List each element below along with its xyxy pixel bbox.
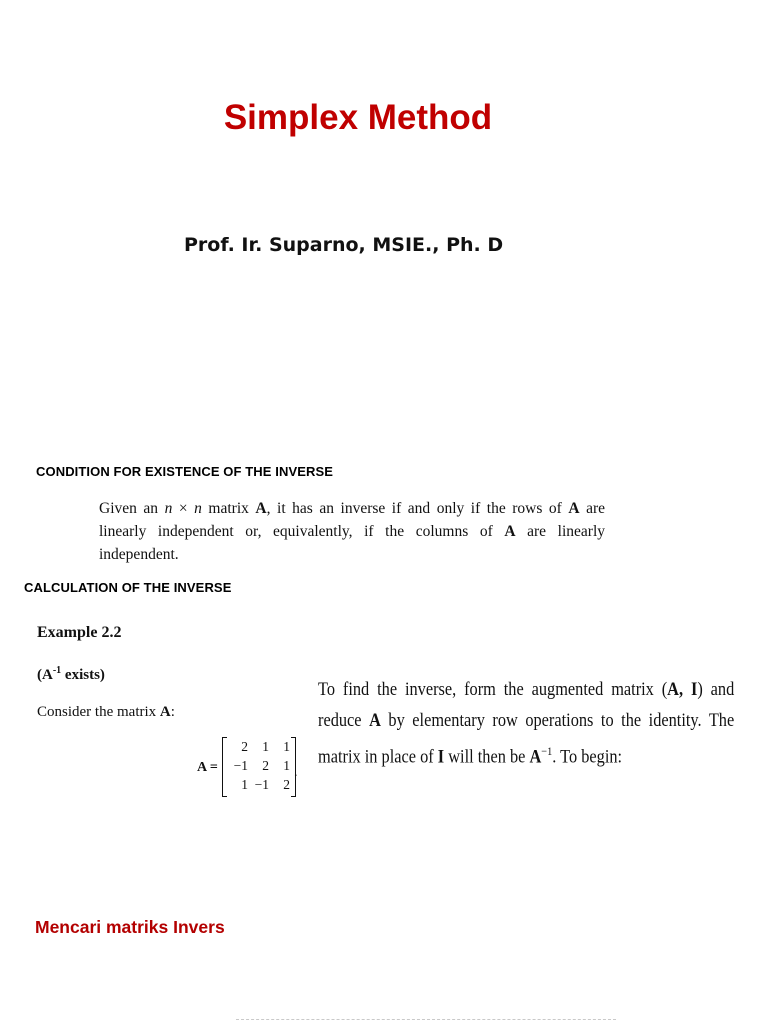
matrix-a xyxy=(222,738,296,796)
condition-paragraph xyxy=(99,497,605,566)
section-heading-calculation: CALCULATION OF THE INVERSE xyxy=(24,580,232,595)
condition-n: n xyxy=(194,500,202,517)
matrix-cell: 2 xyxy=(283,777,290,792)
inverse-symbol: A, I xyxy=(667,679,698,700)
condition-n: n xyxy=(164,500,173,517)
condition-matrix-symbol: A xyxy=(568,500,580,517)
consider-matrix-symbol: A xyxy=(159,704,171,720)
author-name: Prof. Ir. Suparno, MSIE., Ph. D xyxy=(184,234,504,256)
condition-text: , it has an inverse if and only if the rows of xyxy=(266,500,569,517)
matrix-cell: 1 xyxy=(241,777,248,792)
inverse-superscript: −1 xyxy=(541,744,553,758)
bottom-divider xyxy=(236,1019,616,1020)
matrix-cell: 1 xyxy=(283,758,290,773)
matrix-cell: 2 xyxy=(262,758,269,773)
matrix-cell: 1 xyxy=(262,739,269,754)
inverse-text: ) and reduce xyxy=(318,679,735,731)
matrix-row xyxy=(227,758,291,774)
inverse-text: To find the inverse, form the augmented matrix ( xyxy=(318,679,668,700)
matrix-cell: −1 xyxy=(233,758,248,773)
matrix-row xyxy=(227,739,291,755)
condition-text: are linearly independent. xyxy=(99,523,605,563)
example-title: Example 2.2 xyxy=(37,624,122,641)
matrix-row xyxy=(227,777,291,793)
consider-text: Consider the matrix xyxy=(37,704,160,720)
matrix-cell: 2 xyxy=(241,739,248,754)
inverse-text: by elementary row operations to the identity. The matrix in place of xyxy=(318,710,735,768)
inverse-symbol: A xyxy=(529,746,542,768)
condition-text: matrix xyxy=(201,500,256,517)
example-subtitle xyxy=(37,665,105,684)
condition-text: Given an xyxy=(99,500,165,517)
footer-heading: Mencari matriks Invers xyxy=(35,917,225,937)
condition-times: × xyxy=(172,500,195,517)
condition-matrix-symbol: A xyxy=(255,500,267,517)
inverse-instructions xyxy=(318,674,734,772)
consider-line xyxy=(37,704,175,721)
matrix-period: . xyxy=(294,765,298,780)
matrix-cell: 1 xyxy=(283,739,290,754)
matrix-cell: −1 xyxy=(254,777,269,792)
inverse-symbol: A xyxy=(369,710,381,731)
condition-text: are linearly independent or, equivalently, if the columns of xyxy=(99,500,606,540)
inverse-text: . To begin: xyxy=(552,746,623,768)
example-subtitle-text: exists) xyxy=(61,667,105,683)
consider-colon: : xyxy=(170,704,175,720)
matrix-label: A = xyxy=(197,760,218,775)
inverse-text: will then be xyxy=(444,746,530,768)
inverse-symbol: I xyxy=(437,746,445,768)
example-subtitle-superscript: -1 xyxy=(52,665,62,676)
section-heading-existence: CONDITION FOR EXISTENCE OF THE INVERSE xyxy=(36,464,334,479)
slide-title: Simplex Method xyxy=(223,98,493,137)
condition-matrix-symbol: A xyxy=(504,523,516,540)
example-subtitle-text: (A xyxy=(37,667,53,683)
